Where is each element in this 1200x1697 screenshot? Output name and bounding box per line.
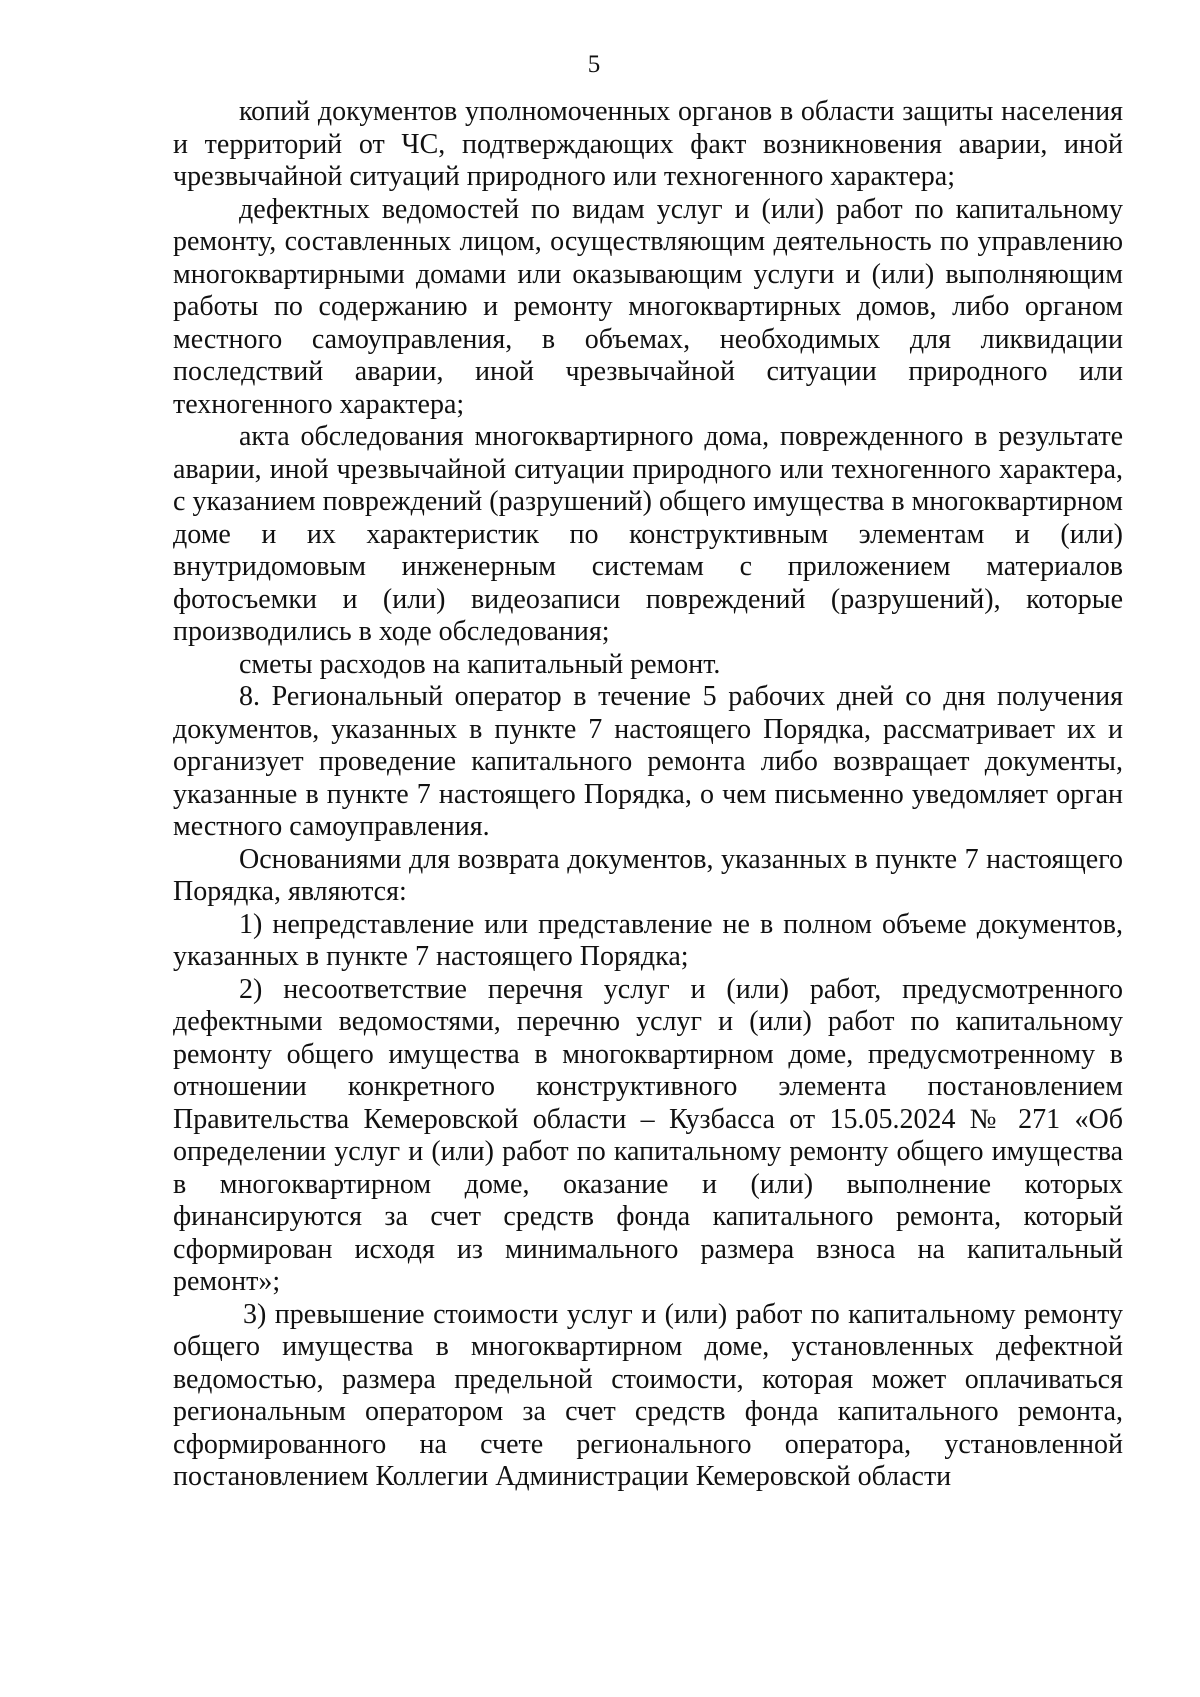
paragraph-cost-estimate: сметы расходов на капитальный ремонт. xyxy=(239,648,721,680)
paragraph-ground-3: 3) превышение стоимости услуг и (или) работ по капитальному ремонту общего имущества в многоквартирном доме, установленных дефектной ведомостью, размера предельной стоимости, которая может оплачиваться региональным оператором за счет средств фонда капитального ремонта, сформированного на счете регионального оператора, установленной постановлением Коллегии Администрации Кемеровской области xyxy=(173,1298,1123,1492)
paragraph-item-8: 8. Региональный оператор в течение 5 рабочих дней со дня получения документов, указанных в пункте 7 настоящего Порядка, рассматривает их и организует проведение капитального ремонта либо возвращает документы, указанные в пункте 7 настоящего Порядка, о чем письменно уведомляет орган местного самоуправления. xyxy=(173,681,1123,842)
page-number: 5 xyxy=(587,51,601,78)
paragraph-ground-2: 2) несоответствие перечня услуг и (или) работ, предусмотренного дефектными ведомостями, перечню услуг и (или) работ по капитальному ремонту общего имущества в многоквартирном доме, предусмотренному в отношении конкретного конструктивного элемента постановлением Правительства Кемеровской области – Кузбасса от 15.05.2024 № 271 «Об определении услуг и (или) работ по капитальному ремонту общего имущества в многоквартирном доме, оказание и (или) выполнение которых финансируются за счет средств фонда капитального ремонта, который сформирован исходя из минимального размера взноса на капитальный ремонт»; xyxy=(173,973,1123,1297)
paragraph-return-grounds: Основаниями для возврата документов, указанных в пункте 7 настоящего Порядка, являются: xyxy=(173,843,1123,907)
paragraph-civil-defense-documents: копий документов уполномоченных органов в области защиты населения и территорий от ЧС, подтверждающих факт возникновения аварии, иной чрезвычайной ситуаций природного или техногенного характера; xyxy=(173,96,1123,192)
paragraph-defect-statements: дефектных ведомостей по видам услуг и (или) работ по капитальному ремонту, составленных лицом, осуществляющим деятельность по управлению многоквартирными домами или оказывающим услуги и (или) выполняющим работы по содержанию и ремонту многоквартирных домов, либо органом местного самоуправления, в объемах, необходимых для ликвидации последствий аварии, иной чрезвычайной ситуации природного или техногенного характера; xyxy=(173,193,1123,420)
document-body xyxy=(173,96,1123,1494)
paragraph-ground-1: 1) непредставление или представление не в полном объеме документов, указанных в пункте 7 настоящего Порядка; xyxy=(173,908,1123,972)
paragraph-inspection-act: акта обследования многоквартирного дома, поврежденного в результате аварии, иной чрезвычайной ситуации природного или техногенного характера, с указанием повреждений (разрушений) общего имущества в многоквартирном доме и их характеристик по конструктивным элементам и (или) внутридомовым инженерным системам с приложением материалов фотосъемки и (или) видеозаписи повреждений (разрушений), которые производились в ходе обследования; xyxy=(173,421,1123,647)
